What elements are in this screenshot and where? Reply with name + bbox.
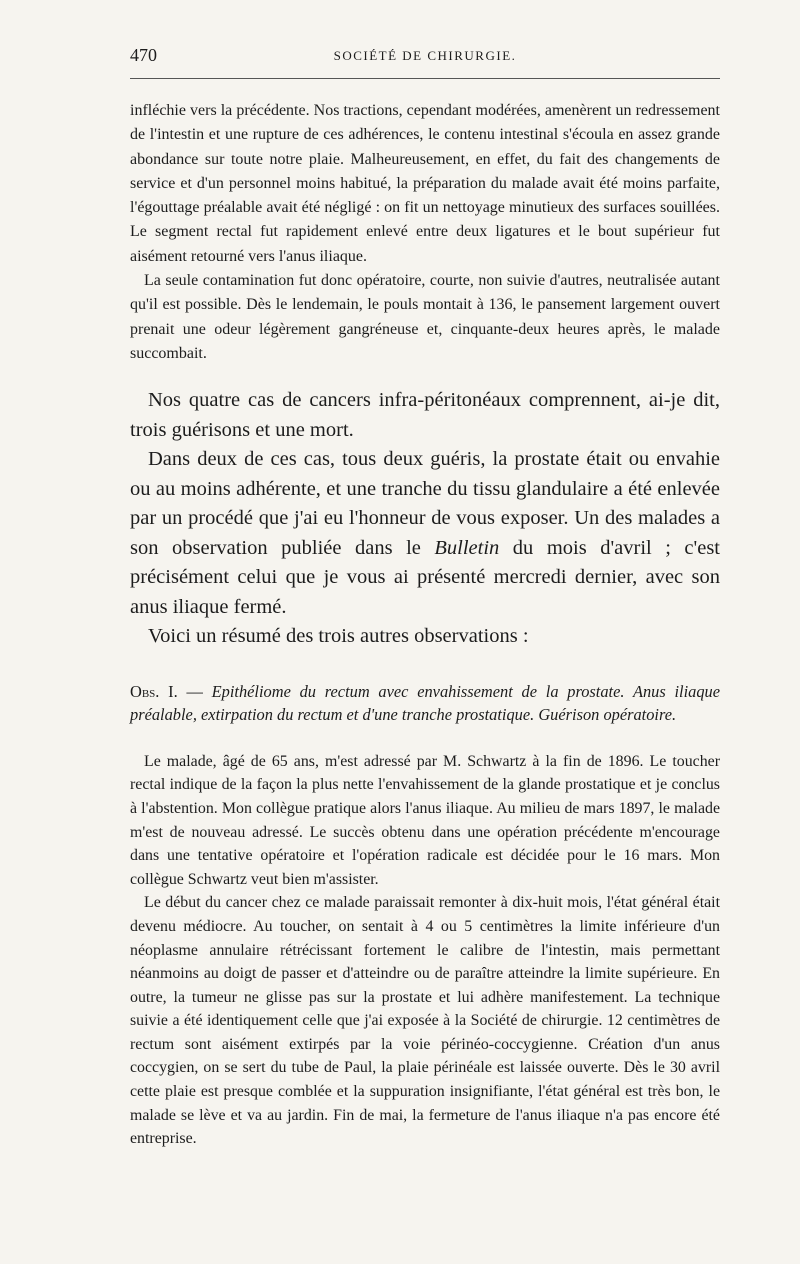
paragraph: La seule contamination fut donc opératoire, courte, non suivie d'autres, neutralisée autant qu'il est possible. Dès le lendemain, le pouls montait à 136, le pansement largement ouvert prenait une odeur légèrement gangréneuse et, cinquante-deux heures après, le malade succombait. xyxy=(130,272,720,362)
paragraph: Nos quatre cas de cancers infra-péritonéaux comprennent, ai-je dit, trois guérisons et une mort. xyxy=(130,389,720,441)
text-run: du mois d'avril ; c'est précisément celui que je vous ai présenté mercredi dernier, avec son anus iliaque fermé. xyxy=(130,536,720,618)
text-run: Dans deux de ces cas, tous deux guéris, la prostate était ou envahie ou au moins adhérente, et une tranche du tissu glandulaire a été enlevée par un procédé que j'ai eu l'honneur de vous exposer. Un des malades a son observation publiée dans le xyxy=(130,448,720,559)
paragraph: Le malade, âgé de 65 ans, m'est adressé par M. Schwartz à la fin de 1896. Le toucher rectal indique de la façon la plus nette l'envahissement de la glande prostatique et je conclus à l'abstention. Mon collègue pratique alors l'anus iliaque. Au milieu de mars 1897, le malade m'est de nouveau adressé. Le succès obtenu dans une opération précédente m'encourage dans une tentative opératoire et l'opération radicale est décidée pour le 16 mars. Mon collègue Schwartz veut bien m'assister. xyxy=(130,752,720,888)
observation-heading xyxy=(130,680,720,726)
paragraph: infléchie vers la précédente. Nos tractions, cependant modérées, amenèrent un redressement de l'intestin et une rupture de ces adhérences, le contenu intestinal s'écoula en assez grande abondance sur toute notre plaie. Malheureusement, en effet, du fait des changements de service et d'un personnel moins habitué, la préparation du malade avait été moins parfaite, l'égouttage préalable avait été négligé : on fit un nettoyage minutieux des surfaces souillées. Le segment rectal fut rapidement enlevé entre deux ligatures et le bout supérieur fut aisément retourné vers l'anus iliaque. xyxy=(130,102,720,265)
section-large-text xyxy=(130,386,720,652)
book-page xyxy=(130,40,720,1151)
header-rule xyxy=(130,78,720,79)
page-header xyxy=(130,40,720,70)
paragraph xyxy=(130,445,720,622)
paragraph: Voici un résumé des trois autres observations : xyxy=(148,625,529,648)
page-number: 470 xyxy=(130,45,157,65)
observation-title: Epithéliome du rectum avec envahissement de la prostate. Anus iliaque préalable, extirpation du rectum et d'une tranche prostatique. Guérison opératoire. xyxy=(130,681,721,724)
observation-body xyxy=(130,750,720,1151)
running-title: SOCIÉTÉ DE CHIRURGIE. xyxy=(333,48,517,63)
journal-title: Bulletin xyxy=(434,536,500,559)
section-continuation xyxy=(130,99,720,366)
paragraph: Le début du cancer chez ce malade paraissait remonter à dix-huit mois, l'état général était devenu médiocre. Au toucher, on sentait à 4 ou 5 centimètres la limite inférieure d'un néoplasme annulaire rétrécissant fortement le calibre de l'intestin, mais permettant néanmoins au doigt de passer et d'atteindre ou de paraître atteindre la limite supérieure. En outre, la tumeur ne glisse pas sur la prostate et lui adhère manifestement. La technique suivie a été identiquement celle que j'ai exposée à la Société de chirurgie. 12 centimètres de rectum sont aisément extirpés par la voie périnéo-coccygienne. Création d'un anus coccygien, on se sert du tube de Paul, la plaie périnéale est laissée ouverte. Dès le 30 avril cette plaie est presque comblée et la suppuration insignifiante, l'état général est très bon, le malade se lève et va au jardin. Fin de mai, la fermeture de l'anus iliaque n'a pas encore été entreprise. xyxy=(130,894,720,1148)
observation-dash: — xyxy=(177,681,212,701)
observation-label: Obs. I. xyxy=(130,681,178,701)
